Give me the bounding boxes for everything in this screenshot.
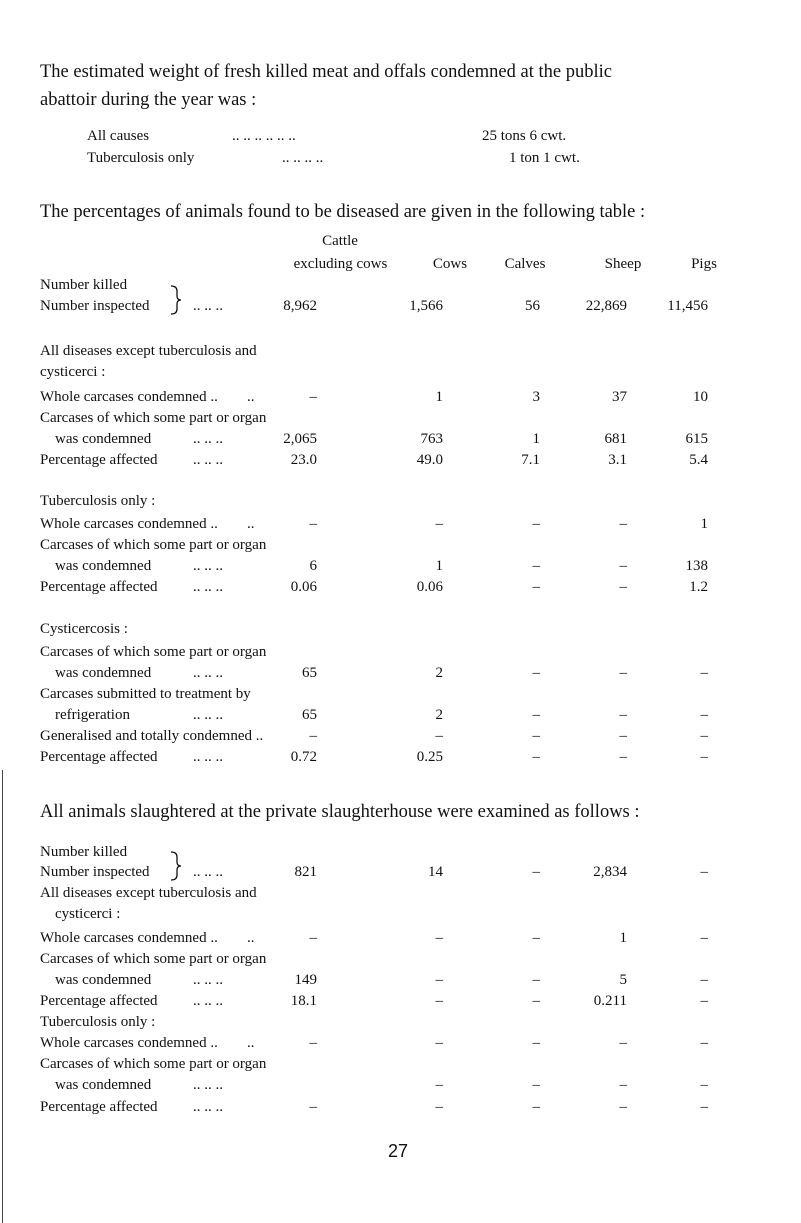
inspected-dots: .. .. .. bbox=[193, 298, 223, 314]
table-cell: – bbox=[619, 1099, 627, 1115]
row-dots: .. bbox=[247, 389, 255, 405]
table-cell: 1 bbox=[435, 558, 443, 574]
brace-icon bbox=[168, 285, 182, 315]
table-cell: – bbox=[700, 993, 708, 1009]
table-cell: 2 bbox=[435, 707, 443, 723]
row-dots: .. .. .. bbox=[193, 749, 223, 765]
table-cell: 18.1 bbox=[290, 993, 317, 1009]
row-label: was condemned bbox=[55, 665, 152, 681]
table-cell: 23.0 bbox=[290, 452, 317, 468]
table-cell: – bbox=[435, 930, 443, 946]
table-cell: 49.0 bbox=[416, 452, 443, 468]
row-label: Percentage affected bbox=[40, 579, 158, 595]
row-label: was condemned bbox=[55, 1077, 152, 1093]
number-killed-label: Number killed bbox=[40, 277, 128, 293]
row-dots: .. .. .. bbox=[193, 579, 223, 595]
table-cell: – bbox=[700, 728, 708, 744]
all-causes-value: 25 tons 6 cwt. bbox=[482, 128, 567, 144]
table-cell: 6 bbox=[309, 558, 317, 574]
table-cell: – bbox=[532, 749, 540, 765]
table-cell: – bbox=[532, 864, 540, 880]
all-causes-label: All causes bbox=[87, 128, 150, 144]
col-header-calves: Calves bbox=[504, 256, 546, 272]
row-dots: .. .. .. bbox=[193, 972, 223, 988]
row-label: Carcases of which some part or organ bbox=[40, 1056, 267, 1072]
table-cell: – bbox=[700, 972, 708, 988]
table-cell: – bbox=[619, 1077, 627, 1093]
table-cell: – bbox=[700, 1099, 708, 1115]
table-cell: 2,065 bbox=[283, 431, 317, 447]
row-label: Carcases of which some part or organ bbox=[40, 537, 267, 553]
row-dots: .. bbox=[247, 516, 255, 532]
number-inspected-label: Number inspected bbox=[40, 864, 150, 880]
row-label: Whole carcases condemned .. bbox=[40, 389, 218, 405]
all-diseases-heading: All diseases except tuberculosis and bbox=[40, 885, 257, 901]
table-cell: 149 bbox=[294, 972, 317, 988]
table-cell: 65 bbox=[302, 665, 317, 681]
tb-heading: Tuberculosis only : bbox=[40, 493, 156, 509]
row-label: Carcases of which some part or organ bbox=[40, 644, 267, 660]
row-label: Whole carcases condemned .. bbox=[40, 1035, 218, 1051]
row-label: was condemned bbox=[55, 558, 152, 574]
table-cell: – bbox=[700, 749, 708, 765]
table-cell: – bbox=[532, 993, 540, 1009]
table-cell: – bbox=[619, 1035, 627, 1051]
row-dots: .. .. .. bbox=[193, 452, 223, 468]
table-cell: 5 bbox=[619, 972, 627, 988]
table-cell: – bbox=[619, 728, 627, 744]
table-cell: 22,869 bbox=[585, 298, 627, 314]
table-cell: – bbox=[532, 516, 540, 532]
row-label: Percentage affected bbox=[40, 1099, 158, 1115]
table-cell: – bbox=[700, 864, 708, 880]
table-cell: – bbox=[435, 993, 443, 1009]
table-cell: – bbox=[435, 728, 443, 744]
row-dots: .. .. .. bbox=[193, 665, 223, 681]
number-inspected-label: Number inspected bbox=[40, 298, 150, 314]
table-cell: – bbox=[309, 1099, 317, 1115]
table-cell: 65 bbox=[302, 707, 317, 723]
table-cell: – bbox=[435, 1099, 443, 1115]
col-header-cattle-2: excluding cows bbox=[293, 256, 388, 272]
table-cell: 1.2 bbox=[689, 579, 708, 595]
row-label: Percentage affected bbox=[40, 749, 158, 765]
table-cell: 56 bbox=[525, 298, 540, 314]
col-header-pigs: Pigs bbox=[691, 256, 717, 272]
table-cell: – bbox=[309, 1035, 317, 1051]
all-causes-dots: .. .. .. .. .. .. bbox=[232, 128, 296, 144]
tb-heading: Tuberculosis only : bbox=[40, 1014, 156, 1030]
table-cell: – bbox=[532, 930, 540, 946]
table-cell: 0.211 bbox=[593, 993, 627, 1009]
number-killed-label: Number killed bbox=[40, 844, 128, 860]
table-cell: 1 bbox=[619, 930, 627, 946]
table-cell: – bbox=[532, 1077, 540, 1093]
table-cell: 138 bbox=[685, 558, 708, 574]
row-label: Whole carcases condemned .. bbox=[40, 516, 218, 532]
table-cell: 0.06 bbox=[416, 579, 443, 595]
row-dots: .. .. .. bbox=[193, 707, 223, 723]
row-label: refrigeration bbox=[55, 707, 130, 723]
table-cell: – bbox=[309, 728, 317, 744]
table-cell: – bbox=[700, 707, 708, 723]
row-label: Generalised and totally condemned .. bbox=[40, 728, 264, 744]
table-cell: 3.1 bbox=[608, 452, 627, 468]
table-cell: – bbox=[619, 665, 627, 681]
tb-only-dots: .. .. .. .. bbox=[282, 150, 324, 166]
all-diseases-heading-2: cysticerci : bbox=[55, 906, 121, 922]
table-cell: 681 bbox=[604, 431, 627, 447]
table-cell: 7.1 bbox=[521, 452, 540, 468]
row-dots: .. .. .. bbox=[193, 431, 223, 447]
brace-icon bbox=[168, 851, 182, 881]
table-cell: 763 bbox=[420, 431, 443, 447]
table-cell: – bbox=[532, 665, 540, 681]
table-cell: 11,456 bbox=[667, 298, 708, 314]
table-cell: – bbox=[435, 972, 443, 988]
table-cell: – bbox=[309, 389, 317, 405]
cy-heading: Cysticercosis : bbox=[40, 621, 128, 637]
table-cell: – bbox=[619, 516, 627, 532]
table-cell: 821 bbox=[294, 864, 317, 880]
row-label: Percentage affected bbox=[40, 452, 158, 468]
table-cell: – bbox=[309, 516, 317, 532]
table-cell: – bbox=[619, 749, 627, 765]
row-label: Carcases of which some part or organ bbox=[40, 410, 267, 426]
table-cell: – bbox=[435, 1077, 443, 1093]
table-cell: – bbox=[435, 1035, 443, 1051]
table-cell: 615 bbox=[685, 431, 708, 447]
table-cell: – bbox=[532, 1035, 540, 1051]
table-cell: 37 bbox=[612, 389, 627, 405]
table-cell: – bbox=[619, 558, 627, 574]
all-diseases-heading: All diseases except tuberculosis and bbox=[40, 343, 257, 359]
row-dots: .. bbox=[247, 930, 255, 946]
row-dots: .. .. .. bbox=[193, 1099, 223, 1115]
row-dots: .. .. .. bbox=[193, 1077, 223, 1093]
table-cell: 10 bbox=[693, 389, 708, 405]
private-intro: All animals slaughtered at the private slaughterhouse were examined as follows : bbox=[40, 802, 640, 822]
table-cell: 2 bbox=[435, 665, 443, 681]
table-cell: 8,962 bbox=[283, 298, 317, 314]
table-cell: – bbox=[700, 1035, 708, 1051]
col-header-sheep: Sheep bbox=[604, 256, 642, 272]
table-cell: 1 bbox=[700, 516, 708, 532]
table-cell: – bbox=[532, 579, 540, 595]
row-label: was condemned bbox=[55, 431, 152, 447]
tb-only-label: Tuberculosis only bbox=[87, 150, 195, 166]
row-label: Carcases submitted to treatment by bbox=[40, 686, 251, 702]
table-cell: 1 bbox=[435, 389, 443, 405]
table-cell: 2,834 bbox=[593, 864, 627, 880]
table-cell: – bbox=[700, 930, 708, 946]
table-cell: – bbox=[309, 930, 317, 946]
table-cell: – bbox=[435, 516, 443, 532]
page-number: 27 bbox=[388, 1141, 409, 1161]
table-cell: – bbox=[532, 728, 540, 744]
tb-only-value: 1 ton 1 cwt. bbox=[509, 150, 580, 166]
percent-intro: The percentages of animals found to be diseased are given in the following table : bbox=[40, 202, 646, 222]
table-cell: – bbox=[619, 707, 627, 723]
table-cell: 5.4 bbox=[689, 452, 708, 468]
table-cell: 3 bbox=[532, 389, 540, 405]
table-cell: – bbox=[532, 972, 540, 988]
inspected-dots: .. .. .. bbox=[193, 864, 223, 880]
table-cell: – bbox=[700, 665, 708, 681]
table-cell: 1 bbox=[532, 431, 540, 447]
table-cell: – bbox=[700, 1077, 708, 1093]
all-diseases-heading-2: cysticerci : bbox=[40, 364, 106, 380]
table-cell: – bbox=[532, 558, 540, 574]
table-cell: 0.25 bbox=[416, 749, 443, 765]
row-label: was condemned bbox=[55, 972, 152, 988]
col-header-cows: Cows bbox=[432, 256, 468, 272]
row-label: Whole carcases condemned .. bbox=[40, 930, 218, 946]
table-cell: – bbox=[619, 579, 627, 595]
table-cell: 14 bbox=[428, 864, 443, 880]
col-header-cattle-1: Cattle bbox=[322, 233, 358, 249]
scan-edge-line bbox=[2, 770, 3, 1223]
intro-line-2: abattoir during the year was : bbox=[40, 90, 257, 110]
row-label: Carcases of which some part or organ bbox=[40, 951, 267, 967]
row-label: Percentage affected bbox=[40, 993, 158, 1009]
row-dots: .. .. .. bbox=[193, 558, 223, 574]
table-cell: 0.06 bbox=[290, 579, 317, 595]
row-dots: .. bbox=[247, 1035, 255, 1051]
row-dots: .. .. .. bbox=[193, 993, 223, 1009]
table-cell: – bbox=[532, 707, 540, 723]
table-cell: – bbox=[532, 1099, 540, 1115]
table-cell: 1,566 bbox=[409, 298, 443, 314]
intro-line-1: The estimated weight of fresh killed meat and offals condemned at the public bbox=[40, 62, 612, 82]
table-cell: 0.72 bbox=[290, 749, 317, 765]
